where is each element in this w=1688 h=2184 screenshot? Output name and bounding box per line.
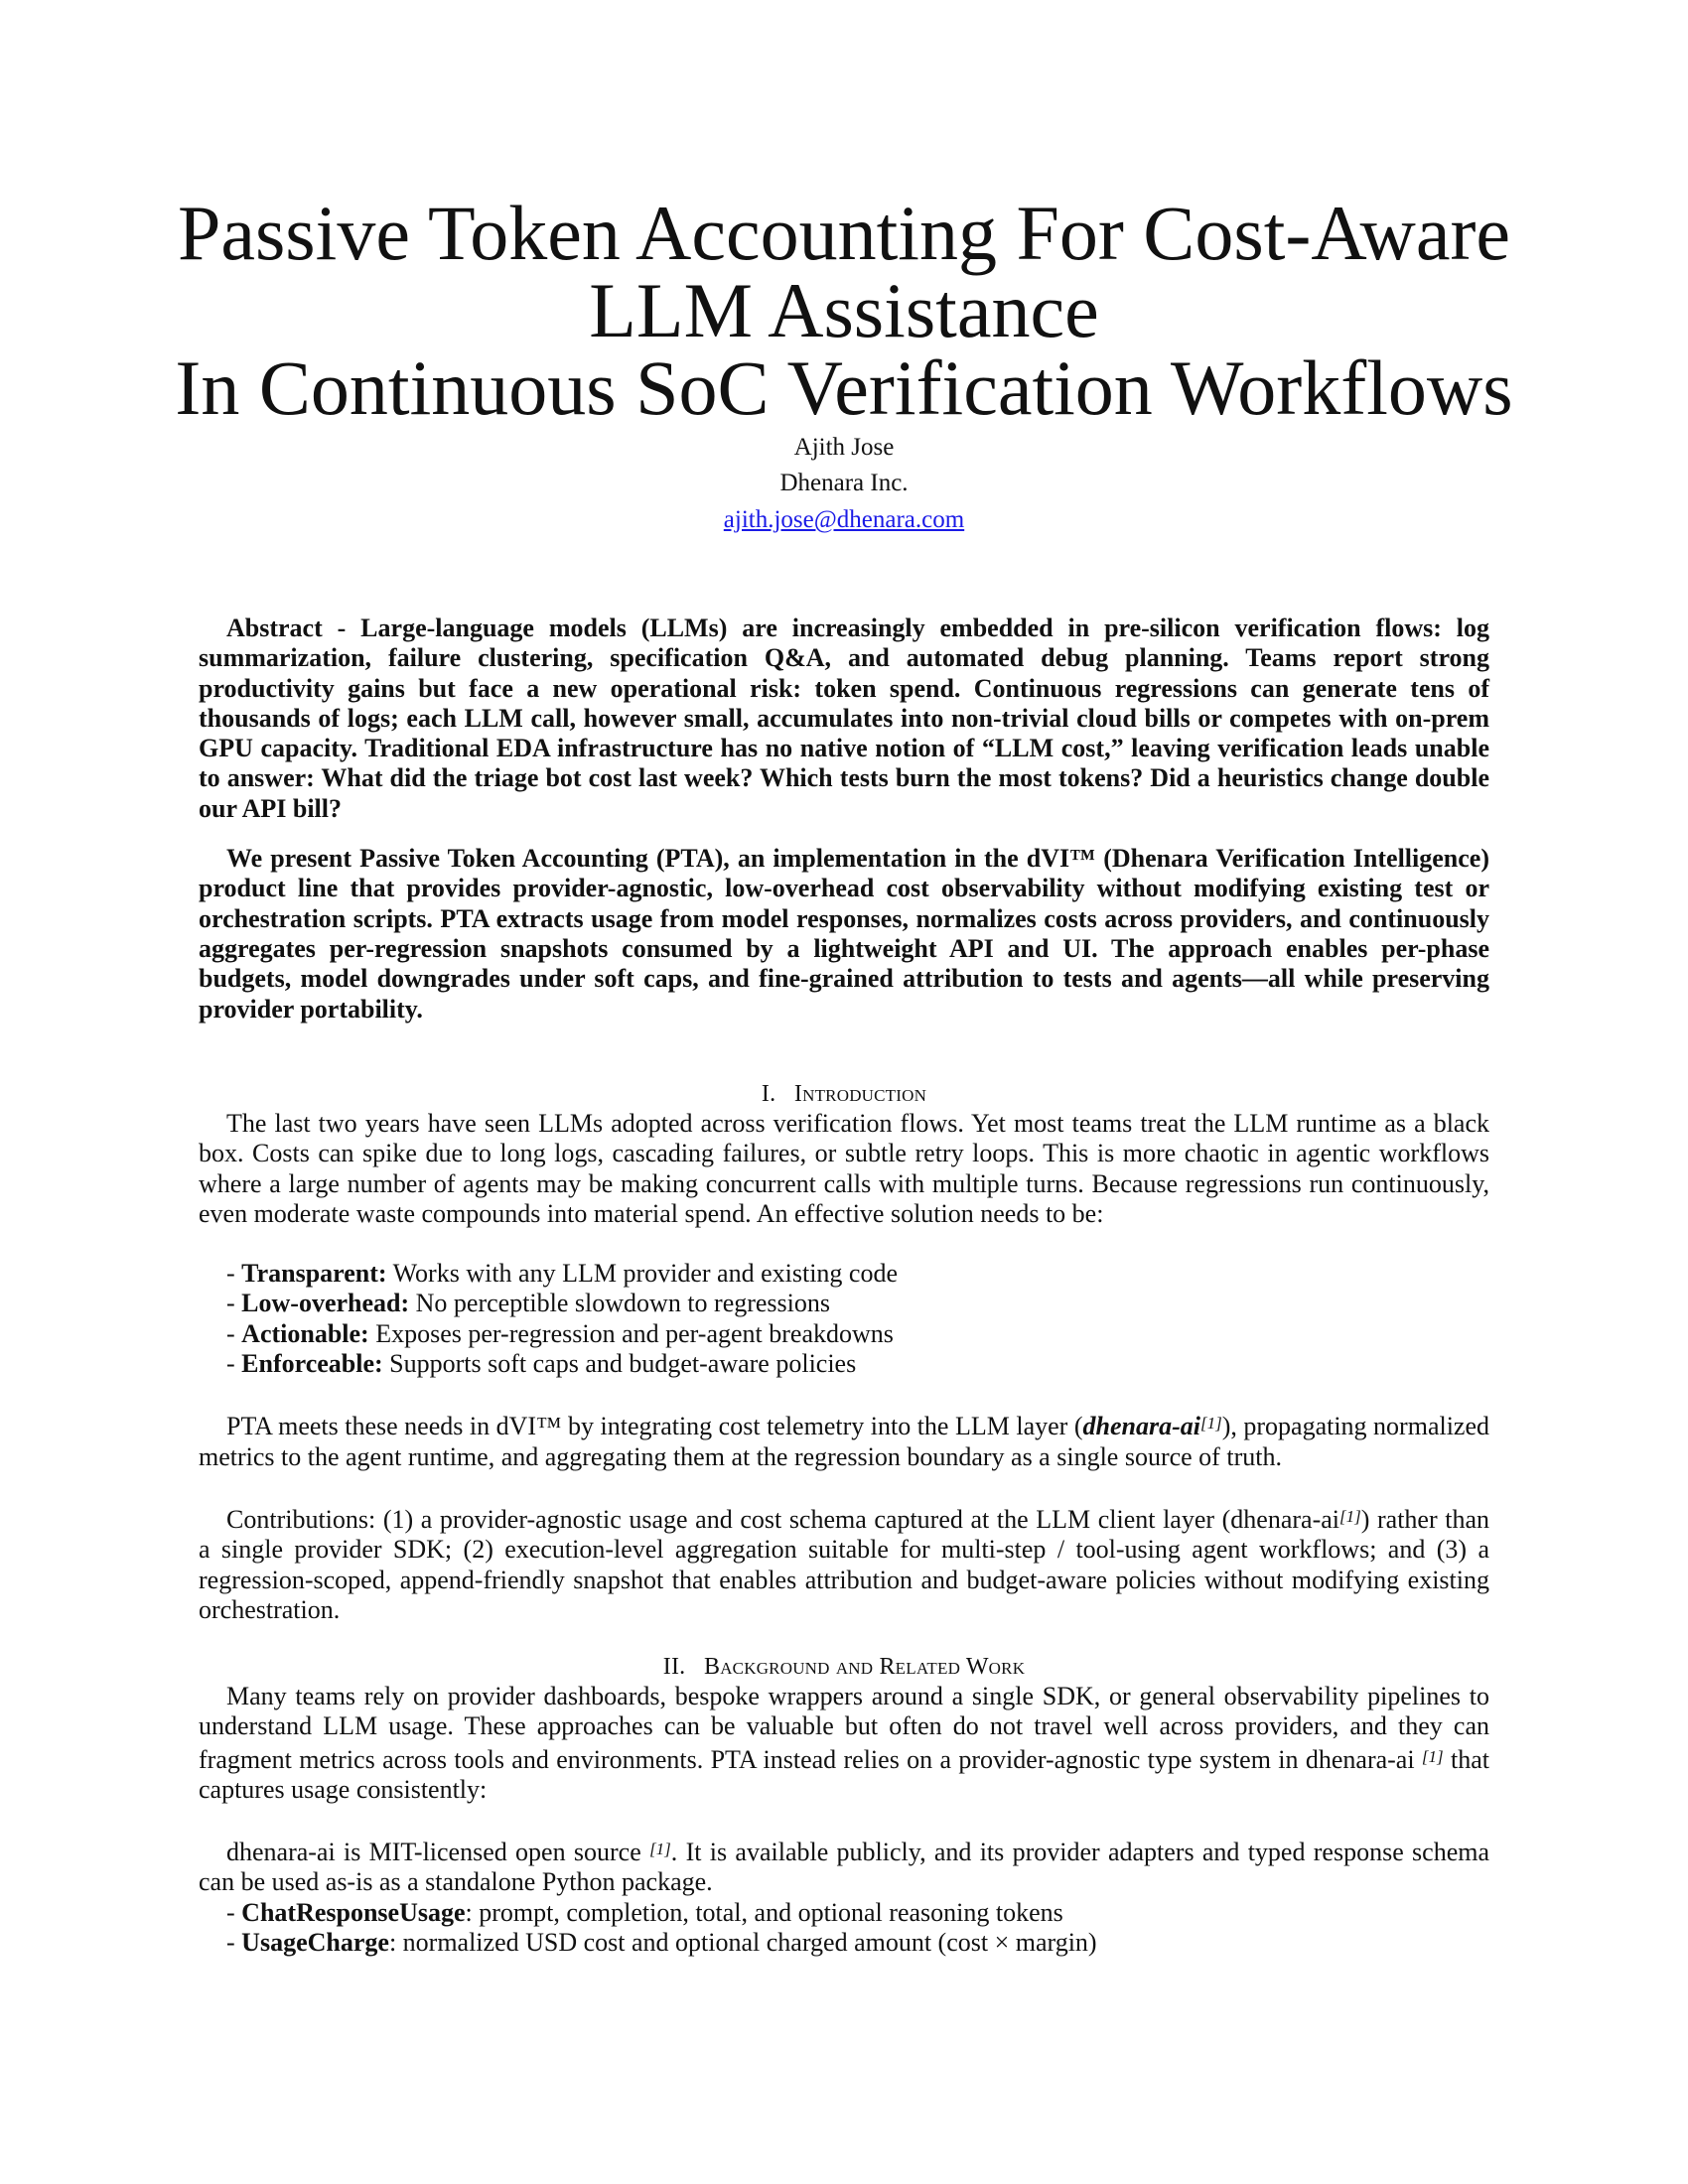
author-email-link[interactable]: ajith.jose@dhenara.com — [723, 506, 965, 533]
abstract — [199, 614, 1489, 1044]
list-item: - Actionable: Exposes per-regression and per-agent breakdowns — [226, 1318, 894, 1348]
background-paragraph-2: dhenara-ai is MIT-licensed open source [1]. It is available publicly, and its provider adapters and typed response schema can be used as-is as a standalone Python package. — [199, 1838, 1490, 1897]
section-1-title: Introduction — [793, 1081, 927, 1107]
citation-ref[interactable]: [1] — [1339, 1506, 1361, 1526]
list-item-term: Transparent: — [241, 1259, 387, 1289]
list-item-text: : normalized USD cost and optional charged amount (cost × margin) — [388, 1928, 1097, 1958]
paper-title — [0, 190, 1688, 431]
abstract-paragraph-1: Abstract - Large-language models (LLMs) are increasingly embedded in pre-silicon verification flows: log summarization, failure clustering, specification Q&A, and automated debug planning. Teams report strong productivity gains but face a new operational risk: token spend. Continuous regressions can generate tens of thousands of logs; each LLM call, however small, accumulates into non-trivial cloud bills or competes with on-prem GPU capacity. Traditional EDA infrastructure has no native notion of “LLM cost,” leaving verification leads unable to answer: What did the triage bot cost last week? Which tests burn the most tokens? Did a heuristics change double our API bill? — [199, 614, 1489, 823]
list-item-text: No perceptible slowdown to regressions — [409, 1289, 831, 1318]
section-2-title: Background and Related Work — [704, 1654, 1026, 1680]
section-2-number: II. — [662, 1654, 686, 1680]
section-1-number: I. — [761, 1081, 776, 1107]
list-item-text: Supports soft caps and budget-aware policies — [382, 1349, 857, 1379]
list-item-term: UsageCharge — [241, 1928, 389, 1958]
section-introduction — [199, 1079, 1489, 1625]
abstract-paragraph-2: We present Passive Token Accounting (PTA), an implementation in the dVI™ (Dhenara Verification Intelligence) product line that provides provider-agnostic, low-overhead cost observability without modifying existing test or orchestration scripts. PTA extracts usage from model responses, normalizes costs across providers, and continuously aggregates per-regression snapshots consumed by a lightweight API and UI. The approach enables per-phase budgets, model downgrades under soft caps, and fine-grained attribution to tests and agents—all while preserving provider portability. — [199, 844, 1489, 1024]
schema-list — [199, 1898, 1489, 1959]
title-line-1: Passive Token Accounting For Cost-Aware — [177, 190, 1511, 276]
citation-ref[interactable]: [1] — [649, 1840, 671, 1859]
list-item: - Enforceable: Supports soft caps and budget-aware policies — [226, 1349, 857, 1379]
citation-ref[interactable]: [1] — [1199, 1414, 1222, 1433]
list-item-text: Exposes per-regression and per-agent breakdowns — [368, 1318, 894, 1348]
background-paragraph-1: Many teams rely on provider dashboards, bespoke wrappers around a single SDK, or general observability pipelines to understand LLM usage. These approaches can be valuable but often do not travel well across providers, and they can fragment metrics across tools and environments. PTA instead relies on a provider-agnostic type system in dhenara-ai [1] that captures usage consistently: — [199, 1682, 1489, 1804]
list-item: - Low-overhead: No perceptible slowdown to regressions — [226, 1289, 831, 1318]
dhenara-ai-emphasis: dhenara-ai — [1082, 1412, 1200, 1441]
section-background — [199, 1652, 1489, 1958]
list-item-term: ChatResponseUsage — [241, 1897, 466, 1927]
list-item: - Transparent: Works with any LLM provider and existing code — [226, 1259, 899, 1289]
list-item-text: Works with any LLM provider and existing code — [386, 1259, 899, 1289]
list-item: - ChatResponseUsage: prompt, completion, total, and optional reasoning tokens — [226, 1897, 1063, 1927]
section-2-heading — [199, 1652, 1489, 1682]
title-line-3: In Continuous SoC Verification Workflows — [175, 344, 1513, 431]
list-item-term: Low-overhead: — [241, 1289, 410, 1318]
author-affiliation: Dhenara Inc. — [779, 470, 909, 496]
intro-paragraph-2: PTA meets these needs in dVI™ by integrating cost telemetry into the LLM layer (dhenara-ai[1]), propagating normalized metrics to the agent runtime, and aggregating them at the regression boundary as a single source of truth. — [199, 1412, 1490, 1471]
section-1-heading — [199, 1079, 1489, 1109]
requirements-list — [199, 1259, 1489, 1379]
list-item-text: : prompt, completion, total, and optional reasoning tokens — [465, 1897, 1063, 1927]
author-email-wrap — [0, 507, 1688, 532]
intro-paragraph-1: The last two years have seen LLMs adopted across verification flows. Yet most teams treat the LLM runtime as a black box. Costs can spike due to long logs, cascading failures, or subtle retry loops. This is more chaotic in agentic workflows where a large number of agents may be making concurrent calls with multiple turns. Because regressions run continuously, even moderate waste compounds into material spend. An effective solution needs to be: — [199, 1109, 1489, 1228]
intro-paragraph-contributions: Contributions: (1) a provider-agnostic usage and cost schema captured at the LLM client layer (dhenara-ai[1]) rather than a single provider SDK; (2) execution-level aggregation suitable for multi-step / tool-using agent workflows; and (3) a regression-scoped, append-friendly snapshot that enables attribution and budget-aware policies without modifying existing orchestration. — [199, 1504, 1489, 1624]
title-line-2: LLM Assistance — [589, 267, 1099, 353]
list-item-term: Actionable: — [241, 1318, 369, 1348]
citation-ref[interactable]: [1] — [1421, 1746, 1444, 1766]
list-item: - UsageCharge: normalized USD cost and optional charged amount (cost × margin) — [226, 1928, 1097, 1958]
author-name: Ajith Jose — [793, 434, 895, 461]
list-item-term: Enforceable: — [241, 1349, 383, 1379]
